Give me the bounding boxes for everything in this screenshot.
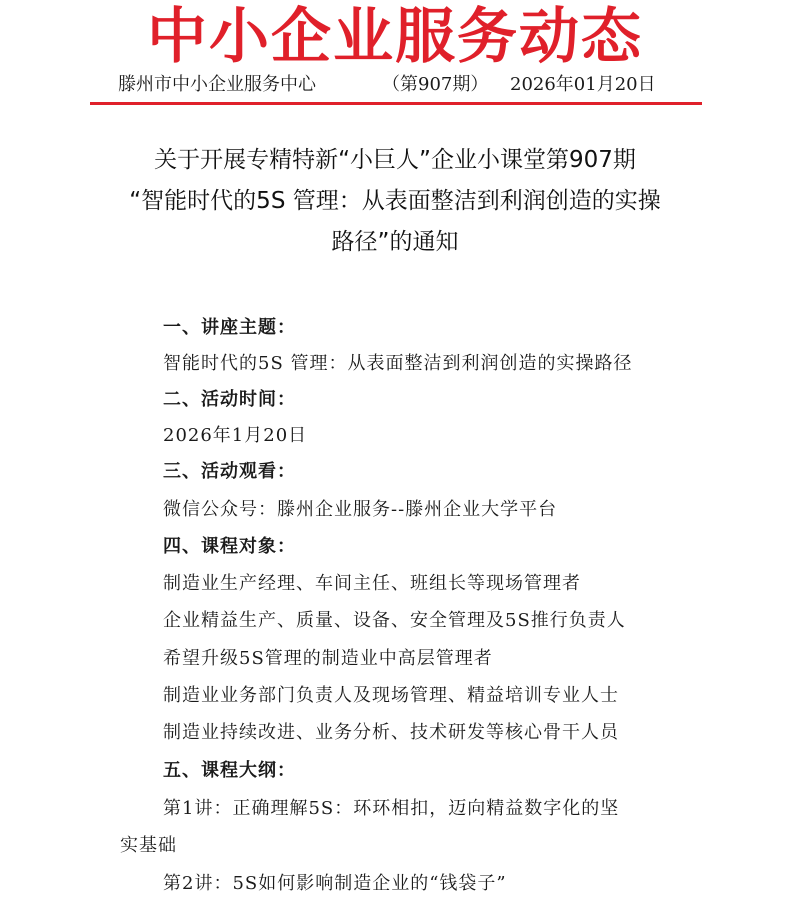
audience-item: 希望升级5S管理的制造业中高层管理者 — [163, 648, 493, 669]
section-heading-topic: 一、讲座主题： — [163, 317, 296, 338]
notice-title-line-3: 路径”的通知 — [331, 229, 459, 255]
masthead-meta — [90, 72, 705, 98]
masthead — [0, 0, 790, 110]
audience-item: 制造业生产经理、车间主任、班组长等现场管理者 — [163, 573, 581, 594]
issue-number: （第907期） — [382, 74, 489, 95]
topic-content: 智能时代的5S 管理：从表面整洁到利润创造的实操路径 — [163, 353, 633, 374]
notice-title-line-2: “智能时代的5S 管理：从表面整洁到利润创造的实操 — [129, 188, 661, 214]
section-heading-watch: 三、活动观看： — [163, 461, 296, 482]
organization-name: 滕州市中小企业服务中心 — [118, 74, 316, 95]
issue-date: 2026年01月20日 — [510, 74, 656, 95]
newsletter-title: 中小企业服务动态 — [147, 2, 643, 72]
section-heading-time: 二、活动时间： — [163, 389, 296, 410]
audience-item: 制造业持续改进、业务分析、技术研发等核心骨干人员 — [163, 722, 619, 743]
outline-lecture-1: 第1讲：正确理解5S：环环相扣，迈向精益数字化的坚 — [163, 798, 620, 819]
section-heading-outline: 五、课程大纲： — [163, 760, 296, 781]
notice-title — [110, 140, 680, 263]
outline-lecture-1-continued: 实基础 — [120, 835, 177, 856]
time-content: 2026年1月20日 — [163, 425, 308, 446]
audience-item: 企业精益生产、质量、设备、安全管理及5S推行负责人 — [163, 610, 626, 631]
audience-item: 制造业业务部门负责人及现场管理、精益培训专业人士 — [163, 685, 619, 706]
outline-lecture-2: 第2讲：5S如何影响制造企业的“钱袋子” — [163, 873, 507, 894]
notice-title-line-1: 关于开展专精特新“小巨人”企业小课堂第907期 — [154, 147, 636, 173]
masthead-divider — [90, 102, 702, 105]
section-heading-audience: 四、课程对象： — [163, 536, 296, 557]
watch-content: 微信公众号：滕州企业服务--滕州企业大学平台 — [163, 499, 558, 520]
